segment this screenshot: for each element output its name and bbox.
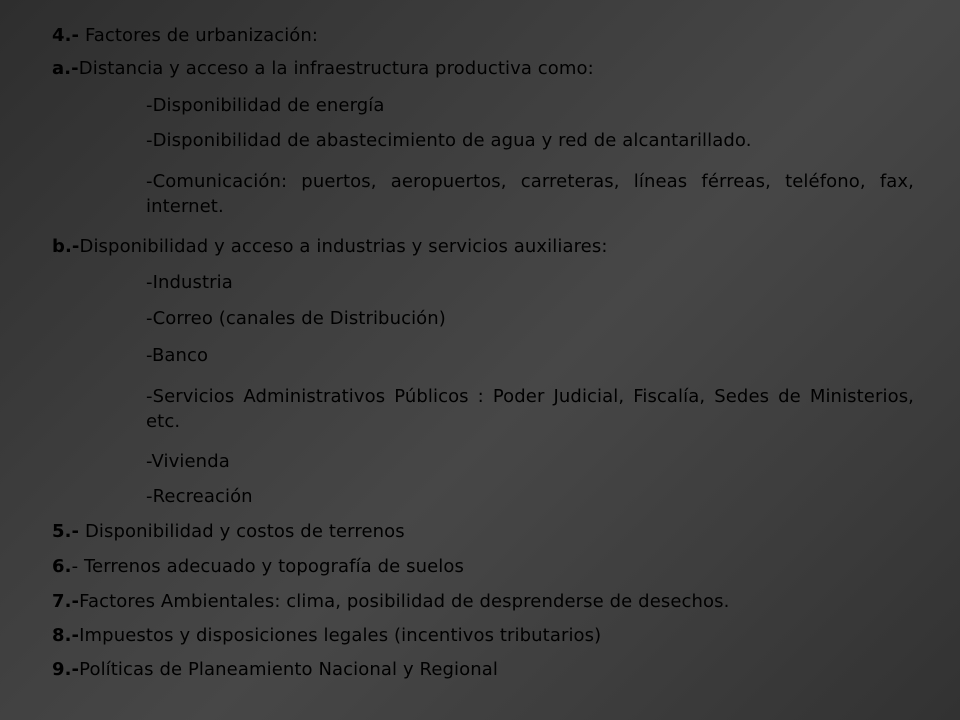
item-number: 7.- [52,591,80,612]
item-text: -Correo (canales de Distribución) [146,308,446,329]
item-number: 6. [52,556,72,577]
item-text: Impuestos y disposiciones legales (incentivos tributarios) [79,625,602,646]
bullet-servicios [146,384,914,434]
heading-factor-4 [52,25,318,47]
item-text: -Servicios Administrativos Públicos : Poder Judicial, Fiscalía, Sedes de Ministerios, etc. [146,386,914,432]
bullet-recreacion [146,486,253,508]
item-number: 4.- [52,25,80,46]
item-text: -Vivienda [146,451,230,472]
subheading-a [52,58,594,80]
item-text: Distancia y acceso a la infraestructura productiva como: [78,58,594,79]
item-number: 9.- [52,659,80,680]
heading-factor-9 [52,659,498,681]
bullet-banco [146,345,208,367]
item-number: 5.- [52,521,80,542]
item-text: -Comunicación: puertos, aeropuertos, carreteras, líneas férreas, teléfono, fax, internet. [146,171,914,217]
bullet-comunicacion [146,169,914,219]
subheading-b [52,236,608,258]
bullet-energia [146,95,385,117]
bullet-correo [146,308,446,330]
item-text: Disponibilidad y costos de terrenos [79,521,405,542]
item-text: -Recreación [146,486,253,507]
item-text: -Disponibilidad de abastecimiento de agua y red de alcantarillado. [146,130,752,151]
item-text: Políticas de Planeamiento Nacional y Regional [79,659,498,680]
item-text: -Banco [146,345,209,366]
item-text: Factores de urbanización: [79,25,319,46]
heading-factor-8 [52,625,601,647]
bullet-industria [146,272,233,294]
item-text: -Industria [146,272,233,293]
item-letter: a.- [52,58,79,79]
item-text: -Disponibilidad de energía [146,95,385,116]
heading-factor-7 [52,591,729,613]
heading-factor-5 [52,521,405,543]
item-text: - Terrenos adecuado y topografía de suelos [71,556,465,577]
bullet-vivienda [146,451,230,473]
heading-factor-6 [52,556,464,578]
item-letter: b.- [52,236,80,257]
item-number: 8.- [52,625,80,646]
item-text: Disponibilidad y acceso a industrias y servicios auxiliares: [79,236,608,257]
bullet-agua [146,130,752,152]
item-text: Factores Ambientales: clima, posibilidad de desprenderse de desechos. [79,591,730,612]
